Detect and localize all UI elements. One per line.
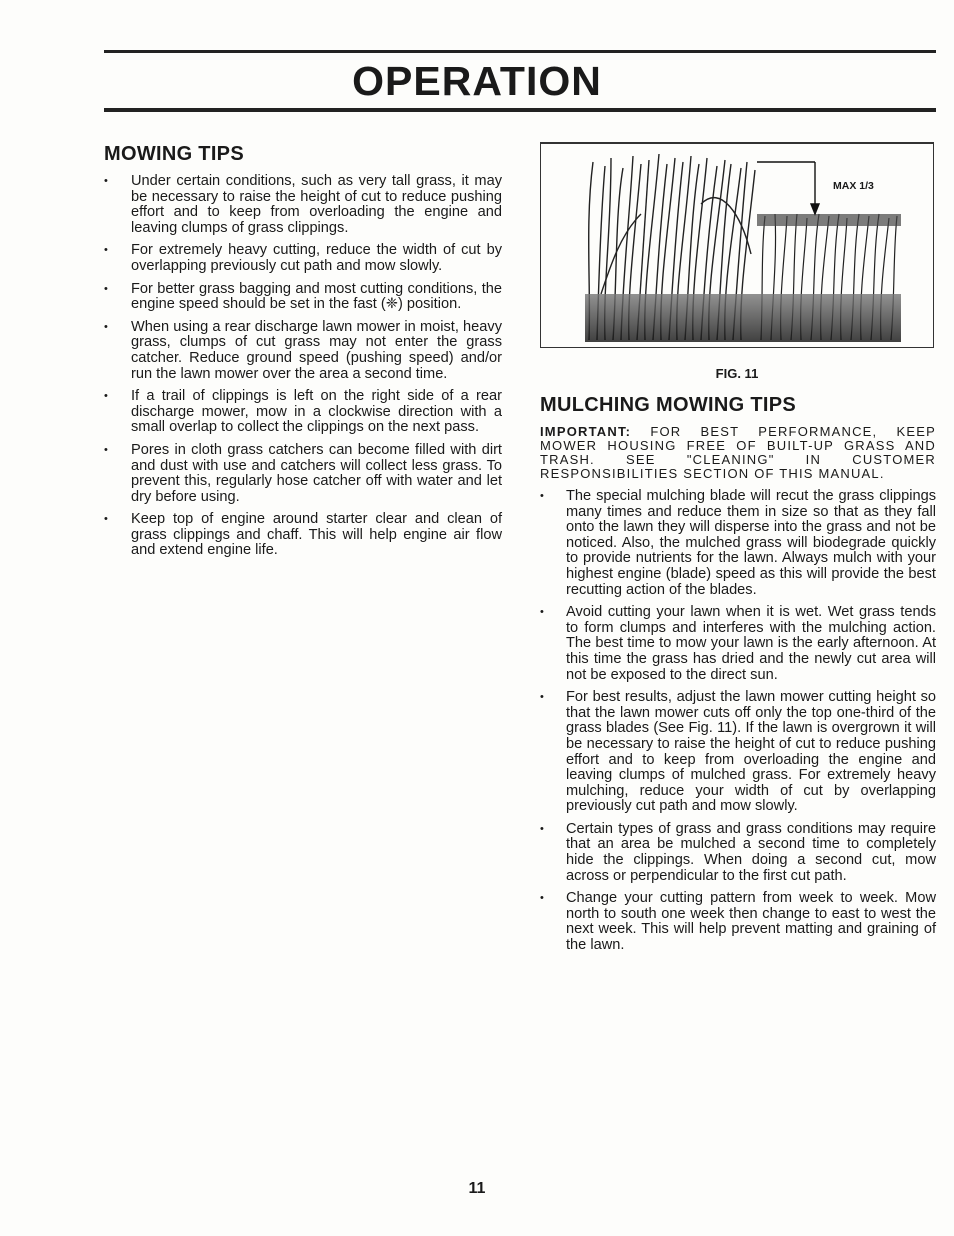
bullet-icon: • bbox=[104, 513, 108, 526]
bullet-icon: • bbox=[104, 320, 108, 333]
list-item: • When using a rear discharge lawn mower in moist, heavy grass, clumps of cut grass may not enter the grass catcher. Reduce ground speed (pushing speed) and/or run the lawn mower over the area a second time. bbox=[104, 318, 502, 382]
header-rule-bottom bbox=[104, 108, 936, 112]
grass-illustration bbox=[541, 144, 935, 350]
bullet-icon: • bbox=[540, 892, 544, 905]
list-item: • The special mulching blade will recut the grass clippings many times and reduce them in size so that as they fall onto the lawn they will disperse into the grass and not be noticed. Also, the mulched grass will biodegrade quickly to provide nutrients for the lawn. Always mulch with your highest engine (blade) speed as this will provide the best recutting action of the blades. bbox=[540, 488, 936, 598]
max-cut-label: MAX 1/3 bbox=[833, 180, 874, 192]
bullet-icon: • bbox=[104, 443, 108, 456]
grass-height-figure bbox=[540, 142, 934, 348]
list-item: • Change your cutting pattern from week to week. Mow north to south one week then change to east to west the next week. This will help prevent matting and graining of the lawn. bbox=[540, 890, 936, 954]
list-item: • Certain types of grass and grass conditions may require that an area be mulched a second time to completely hide the clippings. When doing a second cut, mow across or perpendicular to the first cut path. bbox=[540, 820, 936, 884]
max-cut-height-marker bbox=[757, 162, 819, 214]
mowing-tips-heading: MOWING TIPS bbox=[104, 143, 244, 165]
list-item: • For extremely heavy cutting, reduce the width of cut by overlapping previously cut path and mow slowly. bbox=[104, 242, 502, 274]
mowing-tips-list bbox=[104, 174, 502, 559]
page-title: OPERATION bbox=[352, 58, 602, 104]
bullet-icon: • bbox=[104, 390, 108, 403]
list-item: • Under certain conditions, such as very tall grass, it may be necessary to raise the height of cut to reduce pushing effort and to keep from overloading the engine and leaving clumps of grass clippings. bbox=[104, 173, 502, 236]
page-number: 11 bbox=[468, 1180, 486, 1197]
bullet-icon: • bbox=[104, 282, 108, 295]
list-item: • If a trail of clippings is left on the right side of a rear discharge mower, mow in a clockwise direction with a small overlap to collect the clippings on the next pass. bbox=[104, 388, 502, 436]
header-rule-top bbox=[104, 50, 936, 53]
right-column bbox=[540, 142, 936, 961]
list-item: • For best results, adjust the lawn mower cutting height so that the lawn mower cuts off only the top one-third of the grass blades (See Fig. 11). If the lawn is overgrown it will be necessary to raise the height of cut to reduce pushing effort and to keep from overloading the engine and leaving clumps of mulched grass. For extremely heavy mulching, reduce your width of cut by overlapping previously cut path and mow slowly. bbox=[540, 689, 936, 815]
bullet-icon: • bbox=[540, 606, 544, 619]
important-label: IMPORTANT: bbox=[540, 424, 632, 439]
list-item: • Pores in cloth grass catchers can become filled with dirt and dust with use and catchers will collect less grass. To prevent this, regularly hose catcher off with water and let dry before using. bbox=[104, 441, 502, 505]
bullet-icon: • bbox=[540, 691, 544, 704]
bullet-icon: • bbox=[104, 175, 108, 187]
mowing-tips-section bbox=[104, 142, 502, 566]
list-item: • Keep top of engine around starter clear and clean of grass clippings and chaff. This will help engine air flow and extend engine life. bbox=[104, 511, 502, 559]
important-text: FOR BEST PERFORMANCE, KEEP MOWER HOUSING FREE OF BUILT-UP GRASS AND TRASH. SEE "CLEANING" IN CUSTOMER RESPONSIBILITIES SECTION OF THIS MANUAL. bbox=[540, 424, 936, 481]
list-item: • Avoid cutting your lawn when it is wet. Wet grass tends to form clumps and interferes with the mulching action. The best time to mow your lawn is the early afternoon. At this time the grass has dried and the newly cut area will not be exposed to the direct sun. bbox=[540, 604, 936, 683]
mulching-tips-heading: MULCHING MOWING TIPS bbox=[540, 394, 796, 416]
list-item: • For better grass bagging and most cutting conditions, the engine speed should be set in the fast (❈) position. bbox=[104, 280, 502, 313]
bullet-icon: • bbox=[104, 244, 108, 257]
bullet-icon: • bbox=[540, 822, 544, 835]
bullet-icon: • bbox=[540, 490, 544, 502]
mulching-tips-list bbox=[540, 489, 936, 954]
important-notice bbox=[540, 425, 936, 481]
figure-caption: FIG. 11 bbox=[715, 366, 759, 381]
